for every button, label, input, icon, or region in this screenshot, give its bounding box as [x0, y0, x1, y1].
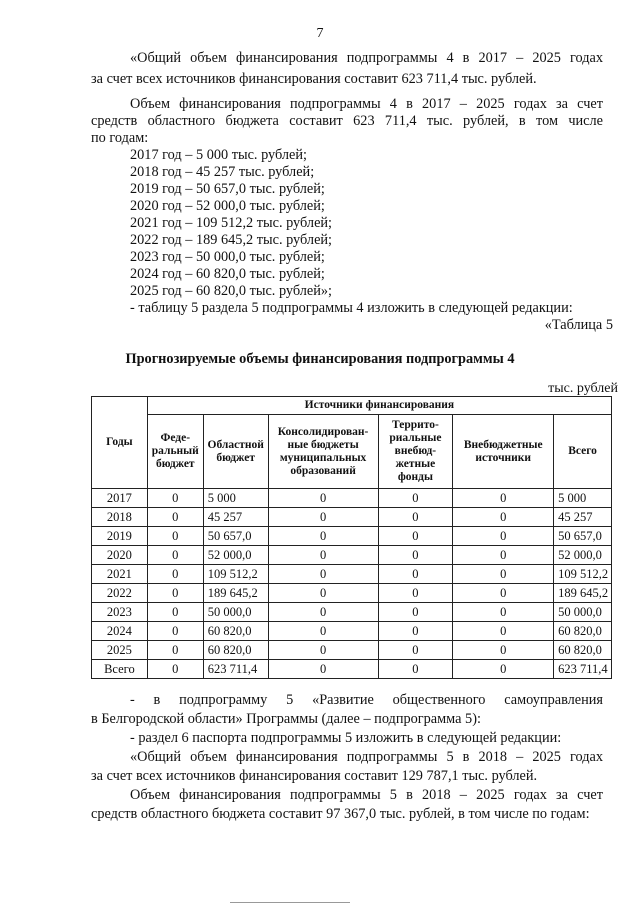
year-item: 2023 год – 50 000,0 тыс. рублей;	[130, 249, 325, 265]
cell-regional: 623 711,4	[203, 660, 268, 679]
year-item: 2020 год – 52 000,0 тыс. рублей;	[130, 198, 325, 214]
sources-header: Источники финансирования	[147, 397, 611, 415]
cell-extrabudgetary: 0	[453, 584, 554, 603]
cell-municipal: 0	[268, 603, 378, 622]
cell-regional: 60 820,0	[203, 622, 268, 641]
cell-territorial: 0	[378, 527, 453, 546]
cell-extrabudgetary: 0	[453, 641, 554, 660]
table-row	[92, 489, 612, 508]
cell-total: 5 000	[554, 489, 612, 508]
cell-total: 623 711,4	[554, 660, 612, 679]
cell-regional: 60 820,0	[203, 641, 268, 660]
col-municipal-header: Консолидирован-ные бюджеты муниципальных образований	[268, 415, 378, 489]
intro-p1-line1: «Общий объем финансирования подпрограммы 4 в 2017 – 2025 годах	[130, 50, 603, 66]
cell-year: 2019	[92, 527, 148, 546]
year-item: 2022 год – 189 645,2 тыс. рублей;	[130, 232, 333, 248]
cell-extrabudgetary: 0	[453, 546, 554, 565]
cell-regional: 45 257	[203, 508, 268, 527]
cell-regional: 5 000	[203, 489, 268, 508]
cell-municipal: 0	[268, 489, 378, 508]
cell-regional: 50 657,0	[203, 527, 268, 546]
table-instruction: - таблицу 5 раздела 5 подпрограммы 4 изложить в следующей редакции:	[130, 300, 573, 316]
col-extrabudgetary-header: Внебюджетные источники	[453, 415, 554, 489]
cell-federal: 0	[147, 527, 203, 546]
col-territorial-funds-header: Террито-риальные внебюд-жетные фонды	[378, 415, 453, 489]
cell-federal: 0	[147, 489, 203, 508]
cell-regional: 189 645,2	[203, 584, 268, 603]
page-edge-divider	[230, 902, 350, 903]
cell-federal: 0	[147, 565, 203, 584]
cell-extrabudgetary: 0	[453, 489, 554, 508]
cell-total: 60 820,0	[554, 641, 612, 660]
col-regional-header: Областной бюджет	[203, 415, 268, 489]
cell-municipal: 0	[268, 660, 378, 679]
cell-federal: 0	[147, 546, 203, 565]
cell-total: 109 512,2	[554, 565, 612, 584]
after-p5-line1: «Общий объем финансирования подпрограммы 5 в 2018 – 2025 годах	[130, 749, 603, 765]
cell-municipal: 0	[268, 565, 378, 584]
cell-total: 50 657,0	[554, 527, 612, 546]
cell-extrabudgetary: 0	[453, 622, 554, 641]
cell-territorial: 0	[378, 660, 453, 679]
cell-year: 2024	[92, 622, 148, 641]
intro-p2-line3: по годам:	[91, 130, 149, 146]
cell-federal: 0	[147, 508, 203, 527]
year-item: 2019 год – 50 657,0 тыс. рублей;	[130, 181, 325, 197]
table-title: Прогнозируемые объемы финансирования подпрограммы 4	[125, 351, 515, 367]
table-row	[92, 641, 612, 660]
after-p4: - раздел 6 паспорта подпрограммы 5 изложить в следующей редакции:	[130, 730, 562, 746]
col-federal-header: Феде-ральный бюджет	[147, 415, 203, 489]
cell-territorial: 0	[378, 489, 453, 508]
cell-year: 2020	[92, 546, 148, 565]
cell-territorial: 0	[378, 508, 453, 527]
cell-regional: 52 000,0	[203, 546, 268, 565]
units-label: тыс. рублей	[548, 381, 618, 396]
year-item: 2018 год – 45 257 тыс. рублей;	[130, 164, 315, 180]
table-row	[92, 603, 612, 622]
year-item: 2024 год – 60 820,0 тыс. рублей;	[130, 266, 325, 282]
cell-extrabudgetary: 0	[453, 603, 554, 622]
cell-total: 60 820,0	[554, 622, 612, 641]
cell-extrabudgetary: 0	[453, 565, 554, 584]
cell-federal: 0	[147, 641, 203, 660]
cell-year: 2021	[92, 565, 148, 584]
cell-municipal: 0	[268, 527, 378, 546]
table-row	[92, 527, 612, 546]
col-years-header: Годы	[92, 397, 148, 489]
year-item: 2021 год – 109 512,2 тыс. рублей;	[130, 215, 333, 231]
year-item: 2017 год – 5 000 тыс. рублей;	[130, 147, 308, 163]
cell-year: Всего	[92, 660, 148, 679]
col-total-header: Всего	[554, 415, 612, 489]
cell-year: 2022	[92, 584, 148, 603]
after-p5-line2: за счет всех источников финансирования составит 129 787,1 тыс. рублей.	[91, 768, 538, 784]
table-label: «Таблица 5	[544, 317, 613, 333]
table-row	[92, 584, 612, 603]
after-p6-line2: средств областного бюджета составит 97 367,0 тыс. рублей, в том числе по годам:	[91, 806, 590, 822]
cell-total: 45 257	[554, 508, 612, 527]
after-p6-line1: Объем финансирования подпрограммы 5 в 2018 – 2025 годах за счет	[130, 787, 603, 803]
financing-table	[91, 396, 612, 679]
intro-p2-line1: Объем финансирования подпрограммы 4 в 2017 – 2025 годах за счет	[130, 96, 603, 112]
cell-territorial: 0	[378, 622, 453, 641]
intro-p2-line2: средств областного бюджета составит 623 711,4 тыс. рублей, в том числе	[91, 113, 603, 129]
cell-year: 2018	[92, 508, 148, 527]
table-row	[92, 508, 612, 527]
table-row	[92, 622, 612, 641]
cell-territorial: 0	[378, 565, 453, 584]
cell-extrabudgetary: 0	[453, 660, 554, 679]
cell-year: 2025	[92, 641, 148, 660]
cell-extrabudgetary: 0	[453, 527, 554, 546]
after-p3-line2: в Белгородской области» Программы (далее – подпрограмма 5):	[91, 711, 481, 727]
year-item: 2025 год – 60 820,0 тыс. рублей»;	[130, 283, 333, 299]
cell-total: 50 000,0	[554, 603, 612, 622]
cell-territorial: 0	[378, 641, 453, 660]
cell-total: 189 645,2	[554, 584, 612, 603]
cell-municipal: 0	[268, 546, 378, 565]
cell-federal: 0	[147, 622, 203, 641]
cell-federal: 0	[147, 603, 203, 622]
cell-municipal: 0	[268, 508, 378, 527]
cell-territorial: 0	[378, 584, 453, 603]
cell-municipal: 0	[268, 641, 378, 660]
cell-year: 2017	[92, 489, 148, 508]
cell-regional: 50 000,0	[203, 603, 268, 622]
after-p3-line1: - в подпрограмму 5 «Развитие общественного самоуправления	[130, 692, 603, 708]
cell-total: 52 000,0	[554, 546, 612, 565]
cell-year: 2023	[92, 603, 148, 622]
intro-p1-line2: за счет всех источников финансирования составит 623 711,4 тыс. рублей.	[91, 71, 537, 87]
cell-territorial: 0	[378, 546, 453, 565]
cell-federal: 0	[147, 660, 203, 679]
table-row	[92, 565, 612, 584]
cell-extrabudgetary: 0	[453, 508, 554, 527]
cell-territorial: 0	[378, 603, 453, 622]
table-row	[92, 546, 612, 565]
page-number: 7	[316, 26, 324, 41]
table-row-total	[92, 660, 612, 679]
cell-municipal: 0	[268, 622, 378, 641]
cell-municipal: 0	[268, 584, 378, 603]
cell-federal: 0	[147, 584, 203, 603]
cell-regional: 109 512,2	[203, 565, 268, 584]
